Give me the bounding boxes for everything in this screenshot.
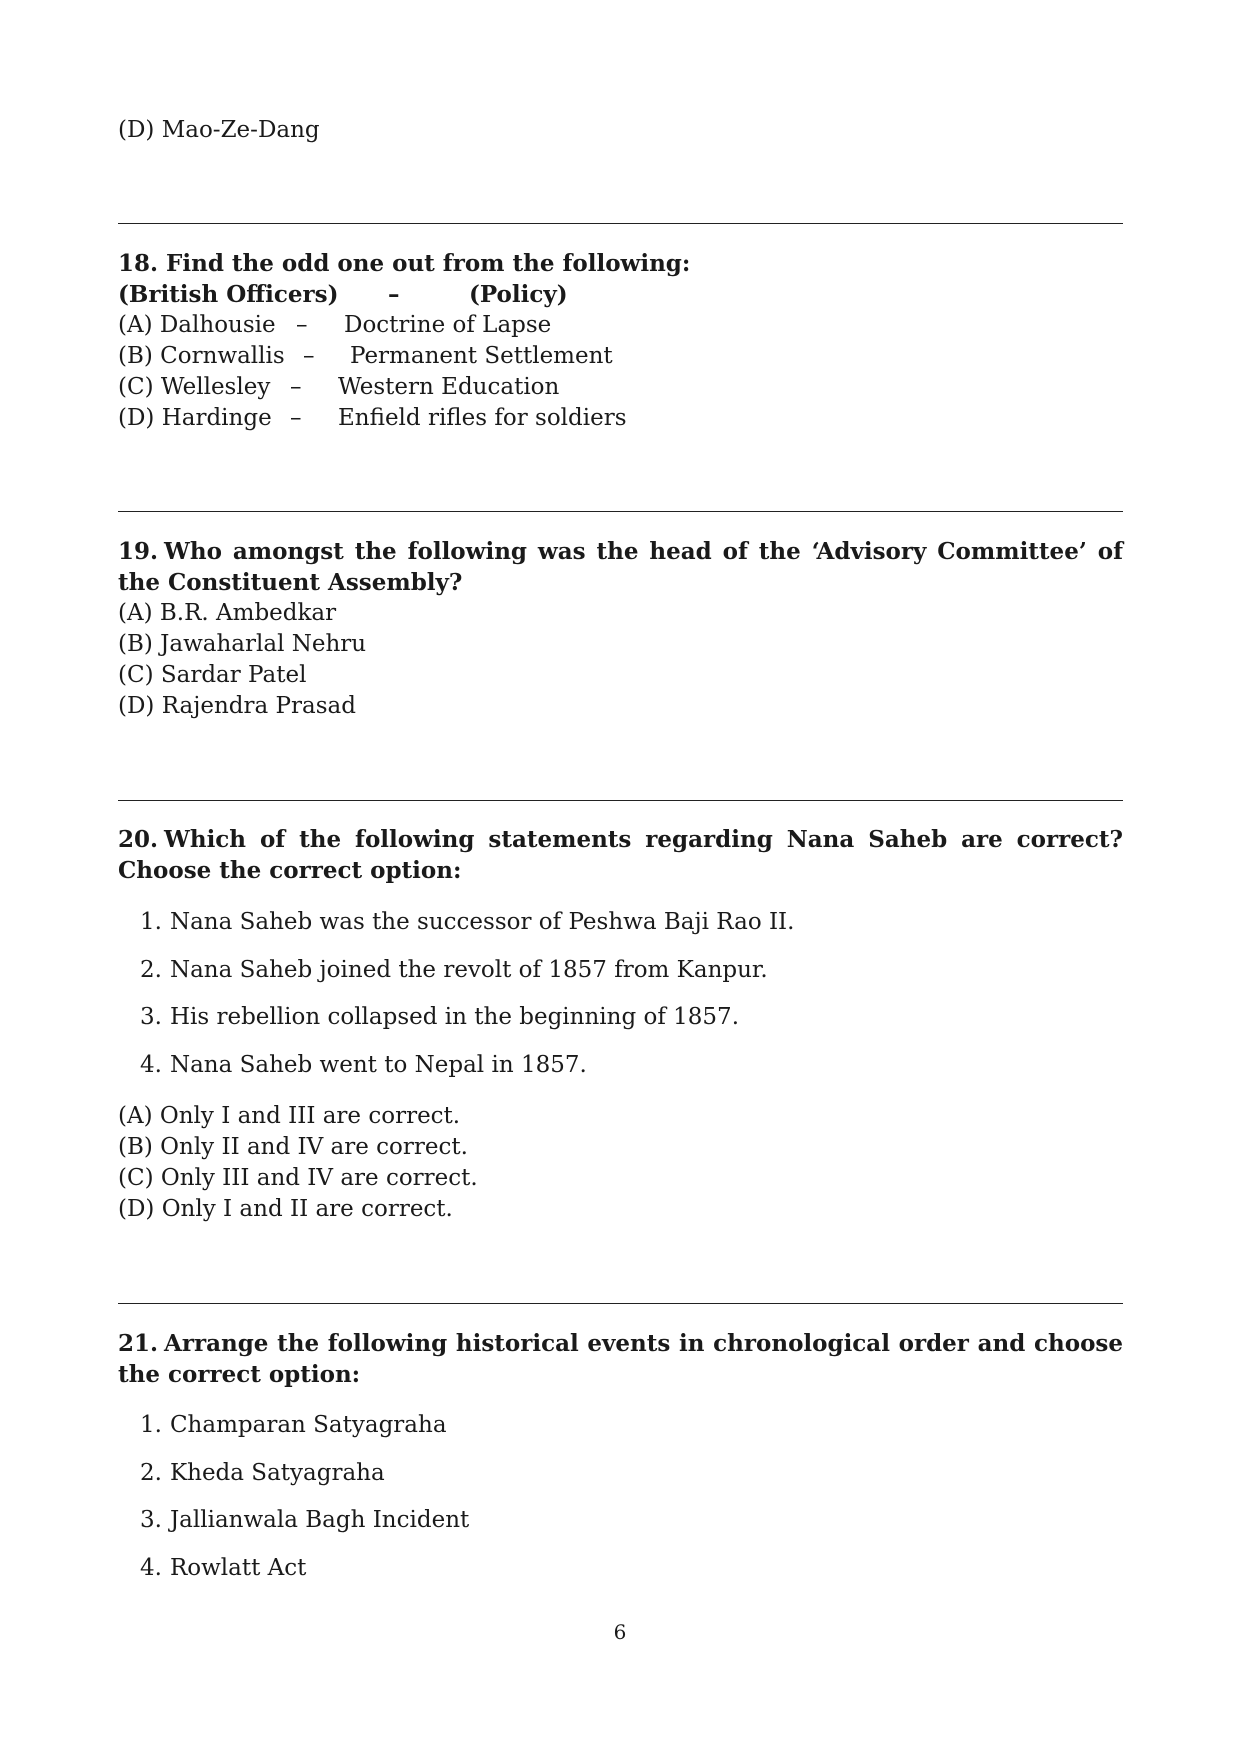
officer-name: (D) Hardinge — [118, 405, 272, 431]
statement-text: Champaran Satyagraha — [169, 1412, 447, 1438]
question-text: Who amongst the following was the head of the ‘Advisory Committee’ of the Constituent Assembly? — [118, 538, 1123, 596]
statement-item — [140, 1002, 739, 1033]
officer-name: (C) Wellesley — [118, 374, 271, 400]
policy-name: Permanent Settlement — [350, 343, 613, 369]
statement-item — [140, 1050, 587, 1081]
officer-name: (B) Cornwallis — [118, 343, 285, 369]
question-21-title — [118, 1328, 1123, 1390]
column-header-officers: (British Officers) — [118, 281, 339, 308]
dash: – — [290, 405, 302, 431]
question-19-title — [118, 536, 1123, 598]
statement-text: Jallianwala Bagh Incident — [169, 1507, 470, 1533]
question-20-title — [118, 824, 1123, 886]
statement-number: 1. — [140, 1412, 162, 1438]
statement-text: His rebellion collapsed in the beginning of 1857. — [169, 1004, 740, 1030]
policy-name: Enfield rifles for soldiers — [338, 405, 627, 431]
question-number: 18. — [118, 250, 159, 277]
officer-name: (A) Dalhousie — [118, 312, 276, 338]
option-b: (B) Jawaharlal Nehru — [118, 631, 367, 657]
question-divider — [118, 511, 1123, 512]
statement-item — [140, 1410, 447, 1441]
option-c: (C) Sardar Patel — [118, 662, 307, 688]
statement-number: 1. — [140, 909, 162, 935]
page-number: 6 — [613, 1620, 627, 1644]
column-header-policy: (Policy) — [469, 281, 568, 308]
question-18-title — [118, 248, 690, 279]
option-a: (A) Only I and III are correct. — [118, 1103, 461, 1129]
statement-item — [140, 1458, 385, 1489]
dash: – — [296, 312, 308, 338]
question-number: 20. — [118, 826, 159, 853]
statement-number: 2. — [140, 957, 162, 983]
question-divider — [118, 223, 1123, 224]
policy-name: Western Education — [338, 374, 560, 400]
statement-number: 3. — [140, 1004, 162, 1030]
statement-number: 4. — [140, 1555, 162, 1581]
question-number: 19. — [118, 538, 159, 565]
policy-name: Doctrine of Lapse — [344, 312, 552, 338]
prev-option-d: (D) Mao-Ze-Dang — [118, 117, 320, 143]
statement-text: Nana Saheb joined the revolt of 1857 from Kanpur. — [169, 957, 768, 983]
statement-item — [140, 955, 768, 986]
statement-number: 2. — [140, 1460, 162, 1486]
question-number: 21. — [118, 1330, 159, 1357]
option-d: (D) Only I and II are correct. — [118, 1196, 453, 1222]
option-d: (D) Rajendra Prasad — [118, 693, 356, 719]
statement-text: Rowlatt Act — [169, 1555, 307, 1581]
statement-item — [140, 1505, 469, 1536]
option-c: (C) Only III and IV are correct. — [118, 1165, 478, 1191]
question-text: Arrange the following historical events in chronological order and choose the correct option: — [118, 1330, 1123, 1388]
dash: – — [303, 343, 315, 369]
statement-number: 4. — [140, 1052, 162, 1078]
statement-text: Nana Saheb was the successor of Peshwa Baji Rao II. — [169, 909, 795, 935]
option-a: (A) B.R. Ambedkar — [118, 600, 337, 626]
question-divider — [118, 1303, 1123, 1304]
option-b: (B) Only II and IV are correct. — [118, 1134, 468, 1160]
statement-text: Nana Saheb went to Nepal in 1857. — [169, 1052, 587, 1078]
question-text: Find the odd one out from the following: — [166, 250, 691, 277]
dash: – — [290, 374, 302, 400]
question-divider — [118, 800, 1123, 801]
column-header-dash: – — [388, 281, 400, 308]
question-text: Which of the following statements regarding Nana Saheb are correct? Choose the correct option: — [118, 826, 1123, 884]
statement-item — [140, 907, 794, 938]
statement-text: Kheda Satyagraha — [169, 1460, 385, 1486]
statement-item — [140, 1553, 306, 1584]
statement-number: 3. — [140, 1507, 162, 1533]
